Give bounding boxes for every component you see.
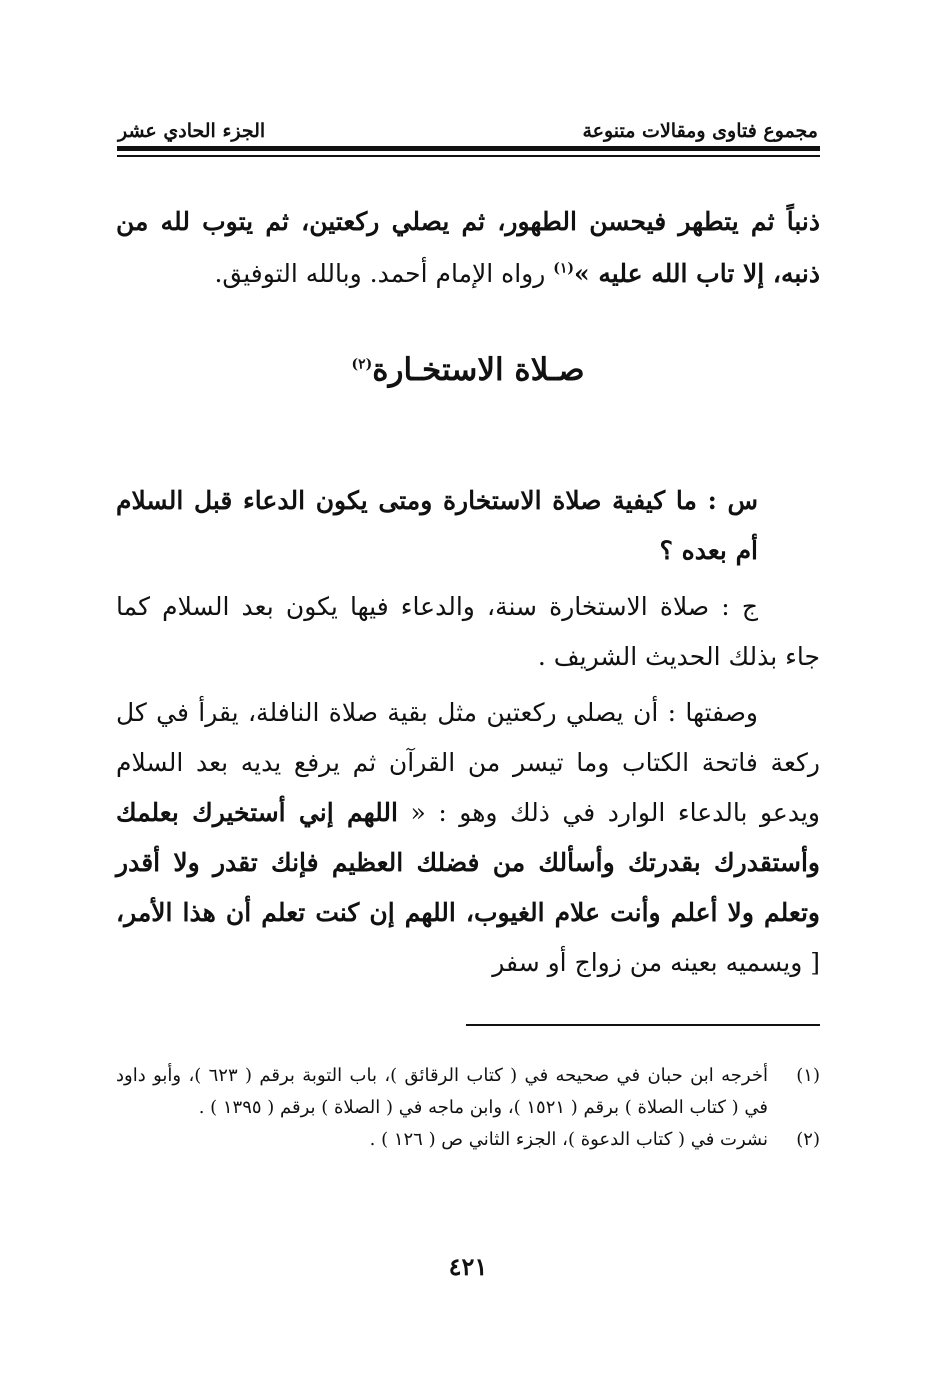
- answer-text: وصفتها : أن يصلي ركعتين مثل بقية صلاة النافلة، يقرأ في كل ركعة فاتحة الكتاب وما تيسر من القرآن ثم يرفع يديه بعد السلام ويدعو بالدعاء الوارد في ذلك وهو : «: [116, 698, 820, 827]
- section-title-text: صـلاة الاستخـارة: [372, 352, 585, 388]
- footnote-1: [116, 1060, 820, 1124]
- intro-text: ذنباً ثم يتطهر فيحسن الطهور، ثم يصلي ركعتين، ثم يتوب لله من ذنبه، إلا تاب الله عليه »: [116, 207, 820, 288]
- intro-paragraph: [116, 196, 820, 300]
- footnote-number: (٢): [796, 1129, 820, 1150]
- volume-label: الجزء الحادي عشر: [118, 120, 266, 142]
- footnote-ref-1: (١): [553, 260, 575, 277]
- footnote-2: [116, 1124, 820, 1156]
- question-paragraph: س : ما كيفية صلاة الاستخارة ومتى يكون الدعاء قبل السلام أم بعده ؟: [116, 486, 758, 565]
- footnotes: [116, 1060, 820, 1156]
- header-rule-thick: [117, 146, 820, 151]
- footnote-separator: [466, 1024, 820, 1026]
- book-title: مجموع فتاوى ومقالات متنوعة: [582, 120, 818, 142]
- header-rule-thin: [117, 155, 820, 157]
- footnote-text: أخرجه ابن حبان في صحيحه في ( كتاب الرقائق )، باب التوبة برقم ( ٦٢٣ )، وأبو داود في ( كتاب الصلاة ) برقم ( ١٥٢١ )، وابن ماجه في ( الصلاة ) برقم ( ١٣٩٥ ) .: [116, 1065, 768, 1118]
- section-title: [116, 352, 820, 388]
- intro-text-tail: رواه الإمام أحمد. وبالله التوفيق.: [214, 259, 554, 288]
- footnote-ref-2: (٢): [351, 356, 373, 373]
- answer-paragraph-1: ج : صلاة الاستخارة سنة، والدعاء فيها يكون بعد السلام كما جاء بذلك الحديث الشريف .: [116, 592, 820, 671]
- answer-paragraph-2: [116, 688, 820, 988]
- dua-text: اللهم إني أستخيرك بعلمك وأستقدرك بقدرتك وأسألك من فضلك العظيم فإنك تقدر ولا أقدر وتعلم ولا أعلم وأنت علام الغيوب، اللهم إن كنت تعلم أن هذا الأمر،: [116, 798, 820, 927]
- footnote-text: نشرت في ( كتاب الدعوة )، الجزء الثاني ص ( ١٢٦ ) .: [369, 1129, 768, 1150]
- footnote-number: (١): [796, 1065, 820, 1086]
- page-number: ٤٢١: [448, 1252, 488, 1281]
- running-header: [118, 112, 818, 142]
- answer-tail: [ ويسميه بعينه من زواج أو سفر: [492, 948, 820, 977]
